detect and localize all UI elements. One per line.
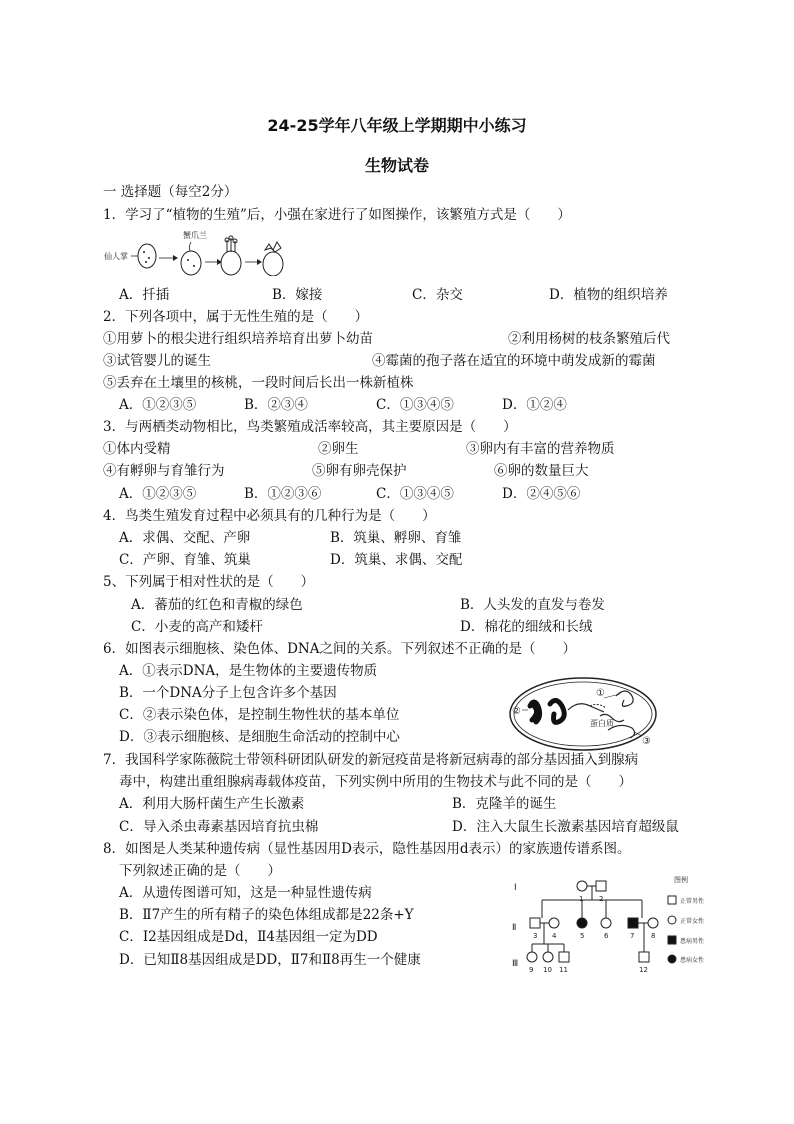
pedigree-num-6: 6 — [604, 932, 609, 940]
q2-item-2: ②利用杨树的枝条繁殖后代 — [508, 331, 670, 347]
q4-option-c[interactable]: C．产卵、育雏、筑巢 — [119, 552, 251, 568]
q7-option-a[interactable]: A．利用大肠杆菌生产生长激素 — [119, 796, 305, 812]
q3-option-d[interactable]: D．②④⑤⑥ — [502, 486, 581, 502]
pedigree-num-7: 7 — [630, 932, 635, 940]
q3-item-1: ①体内受精 — [103, 441, 171, 457]
q4-option-b[interactable]: B．筑巢、孵卵、育雏 — [330, 530, 462, 546]
pedigree-num-8: 8 — [651, 932, 656, 940]
q7-option-c[interactable]: C．导入杀虫毒素基因培育抗虫棉 — [119, 819, 319, 835]
q6-option-a[interactable]: A．①表示DNA，是生物体的主要遗传物质 — [119, 663, 378, 679]
q2-option-b[interactable]: B．②③④ — [244, 397, 308, 413]
q1-figure — [103, 228, 293, 276]
q3-item-3: ③卵内有丰富的营养物质 — [466, 441, 615, 457]
q6-fig-label-2: ② — [512, 706, 521, 717]
q5-option-b[interactable]: B．人头发的直发与卷发 — [460, 597, 605, 613]
q5-stem: 5、下列属于相对性状的是（ ） — [103, 574, 315, 590]
q3-stem: 3．与两栖类动物相比，鸟类繁殖成活率较高，其主要原因是（ ） — [103, 419, 517, 435]
pedigree-gen-3: Ⅲ — [512, 959, 519, 969]
q3-option-c[interactable]: C．①③④⑤ — [376, 486, 454, 502]
pedigree-gen-1: Ⅰ — [514, 883, 517, 893]
q2-item-4: ④霉菌的孢子落在适宜的环境中萌发成新的霉菌 — [372, 353, 656, 369]
q3-option-a[interactable]: A．①②③⑤ — [119, 486, 197, 502]
q3-option-b[interactable]: B．①②③⑥ — [244, 486, 322, 502]
q3-item-6: ⑥卵的数量巨大 — [494, 463, 589, 479]
q8-option-b[interactable]: B．Ⅱ7产生的所有精子的染色体组成都是22条+Y — [119, 907, 414, 923]
pedigree-num-10: 10 — [543, 966, 552, 974]
q6-fig-label-1: ① — [596, 688, 605, 699]
q1-option-a[interactable]: A．扦插 — [119, 287, 170, 303]
q1-fig-label-crab: 蟹爪兰 — [183, 231, 207, 240]
pedigree-num-3: 3 — [533, 932, 538, 940]
q3-item-2: ②卵生 — [318, 441, 359, 457]
q5-option-d[interactable]: D．棉花的细绒和长绒 — [460, 619, 593, 635]
pedigree-num-9: 9 — [529, 966, 534, 974]
q2-stem: 2．下列各项中，属于无性生殖的是（ ） — [103, 309, 369, 325]
q3-item-5: ⑤卵有卵壳保护 — [312, 463, 407, 479]
q8-option-a[interactable]: A．从遗传图谱可知，这是一种显性遗传病 — [119, 885, 372, 901]
q4-stem: 4．鸟类生殖发育过程中必须具有的几种行为是（ ） — [103, 508, 436, 524]
q2-item-3: ③试管婴儿的诞生 — [103, 353, 211, 369]
q8-option-d[interactable]: D．已知Ⅱ8基因组成是DD，Ⅱ7和Ⅱ8再生一个健康 — [119, 952, 421, 968]
q2-item-5: ⑤丢弃在土壤里的核桃，一段时间后长出一株新植株 — [103, 375, 414, 391]
q4-option-d[interactable]: D．筑巢、求偶、交配 — [330, 552, 463, 568]
q6-option-d[interactable]: D．③表示细胞核、是细胞生命活动的控制中心 — [119, 729, 400, 745]
q6-fig-label-3: ③ — [642, 736, 651, 747]
legend-normal-male: 正常男性 — [680, 898, 704, 905]
q2-option-c[interactable]: C．①③④⑤ — [376, 397, 454, 413]
pedigree-num-1: 1 — [579, 895, 584, 903]
q5-option-c[interactable]: C．小麦的高产和矮杆 — [131, 619, 263, 635]
q7-option-b[interactable]: B．克隆羊的诞生 — [452, 796, 557, 812]
section-heading: 一 选择题（每空2分） — [103, 184, 238, 200]
q1-option-b[interactable]: B．嫁接 — [272, 287, 323, 303]
q2-item-1: ①用萝卜的根尖进行组织培养培育出萝卜幼苗 — [103, 331, 373, 347]
q2-option-d[interactable]: D．①②④ — [502, 397, 567, 413]
q6-fig-label-protein: 蛋白质 — [590, 719, 614, 728]
pedigree-num-5: 5 — [580, 932, 585, 940]
q7-stem-line1: 7．我国科学家陈薇院士带领科研团队研发的新冠疫苗是将新冠病毒的部分基因插入到腺病 — [103, 752, 639, 768]
q6-cell-nucleus-figure — [508, 676, 658, 752]
page-title: 24-25学年八年级上学期期中小练习 — [267, 116, 527, 135]
q8-option-c[interactable]: C．Ⅰ2基因组成是Dd，Ⅱ4基因组一定为DD — [119, 929, 378, 945]
q2-option-a[interactable]: A．①②③⑤ — [119, 397, 197, 413]
q3-item-4: ④有孵卵与育雏行为 — [103, 463, 225, 479]
q6-stem: 6．如图表示细胞核、染色体、DNA之间的关系。下列叙述不正确的是（ ） — [103, 641, 576, 657]
q8-pedigree-chart — [508, 868, 704, 980]
q1-option-c[interactable]: C．杂交 — [412, 287, 463, 303]
q1-option-d[interactable]: D．植物的组织培养 — [549, 287, 668, 303]
q1-stem: 1．学习了“植物的生殖”后，小强在家进行了如图操作，该繁殖方式是（ ） — [103, 207, 571, 223]
pedigree-gen-2: Ⅱ — [512, 923, 517, 933]
q5-option-a[interactable]: A．蕃茄的红色和青椒的绿色 — [131, 597, 303, 613]
page-subtitle: 生物试卷 — [364, 156, 429, 175]
q8-stem-line1: 8．如图是人类某种遗传病（显性基因用D表示，隐性基因用d表示）的家族遗传谱系图。 — [103, 841, 631, 857]
legend-normal-female: 正常女性 — [680, 918, 704, 925]
q4-option-a[interactable]: A．求偶、交配、产卵 — [119, 530, 251, 546]
pedigree-num-4: 4 — [552, 932, 557, 940]
pedigree-num-12: 12 — [639, 966, 648, 974]
legend-affected-female: 患病女性 — [680, 957, 704, 964]
q6-option-b[interactable]: B．一个DNA分子上包含许多个基因 — [119, 685, 337, 701]
q8-stem-line2: 下列叙述正确的是（ ） — [119, 863, 281, 879]
q6-option-c[interactable]: C．②表示染色体，是控制生物性状的基本单位 — [119, 707, 400, 723]
q1-fig-label-cactus: 仙人掌 — [104, 252, 128, 261]
legend-affected-male: 患病男性 — [680, 938, 704, 945]
pedigree-legend-title: 图例 — [674, 876, 688, 884]
q7-stem-line2: 毒中，构建出重组腺病毒载体疫苗，下列实例中所用的生物技术与此不同的是（ ） — [119, 774, 632, 790]
pedigree-num-2: 2 — [599, 895, 604, 903]
q7-option-d[interactable]: D．注入大鼠生长激素基因培育超级鼠 — [452, 819, 679, 835]
pedigree-num-11: 11 — [559, 966, 568, 974]
